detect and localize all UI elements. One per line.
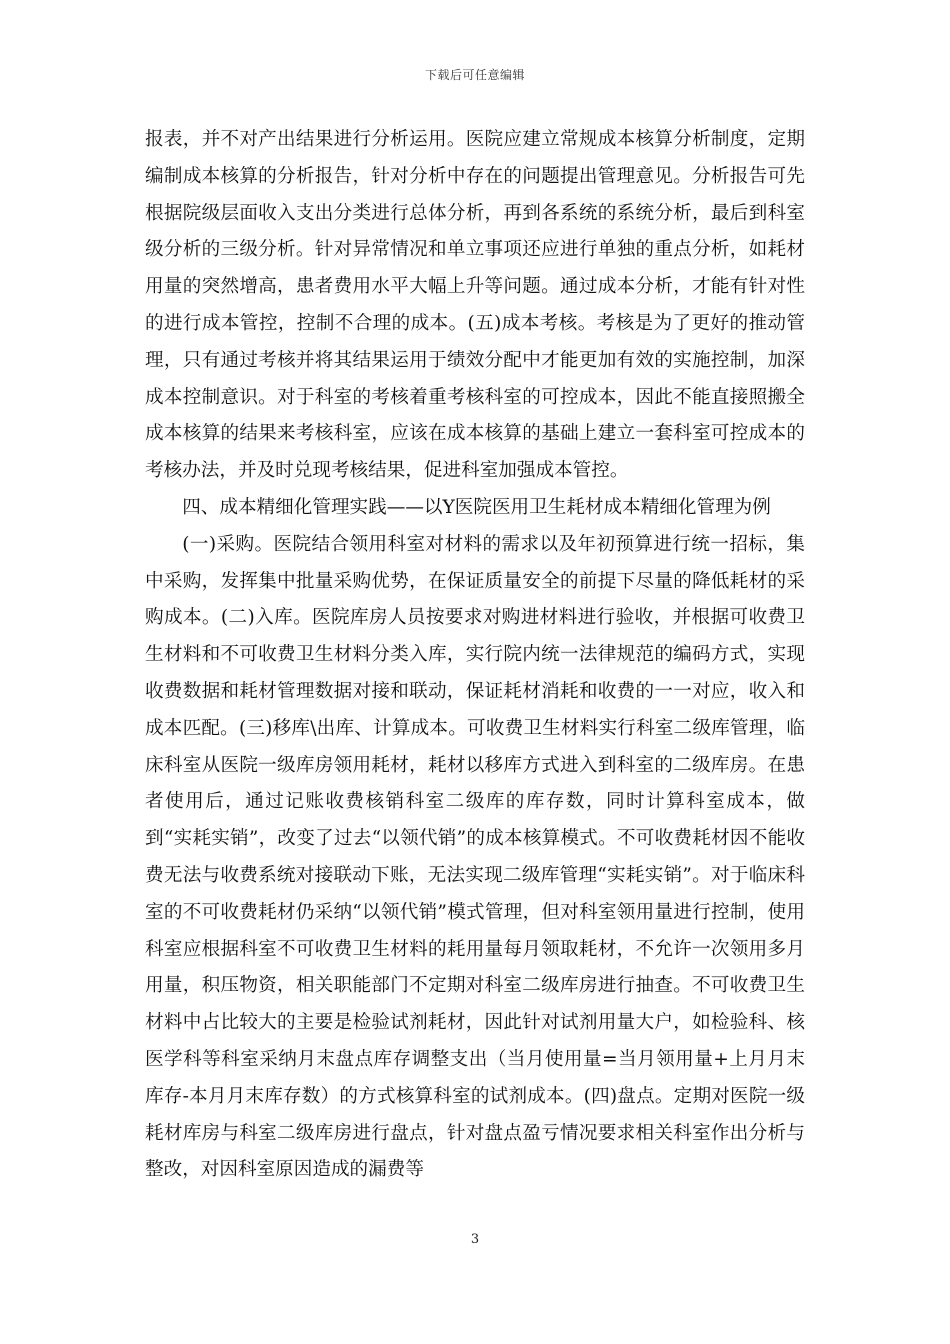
paragraph-cost-analysis: 报表，并不对产出结果进行分析运用。医院应建立常规成本核算分析制度，定期编制成本核算的分析报告，针对分析中存在的问题提出管理意见。分析报告可先根据院级层面收入支出分类进行总体分析，再到各系统的系统分析，最后到科室级分析的三级分析。针对异常情况和单立事项还应进行单独的重点分析，如耗材用量的突然增高，患者费用水平大幅上升等问题。通过成本分析，才能有针对性的进行成本管控，控制不合理的成本。(五)成本考核。考核是为了更好的推动管理，只有通过考核并将其结果运用于绩效分配中才能更加有效的实施控制，加深成本控制意识。对于科室的考核着重考核科室的可控成本，因此不能直接照搬全成本核算的结果来考核科室，应该在成本核算的基础上建立一套科室可控成本的考核办法，并及时兑现考核结果，促进科室加强成本管控。 <box>145 129 805 482</box>
paragraph-procurement: (一)采购。医院结合领用科室对材料的需求以及年初预算进行统一招标，集中采购，发挥集中批量采购优势，在保证质量安全的前提下尽量的降低耗材的采购成本。(二)入库。医院库房人员按要求对购进材料进行验收，并根据可收费卫生材料和不可收费卫生材料分类入库，实行院内统一法律规范的编码方式，实现收费数据和耗材管理数据对接和联动，保证耗材消耗和收费的一一对应，收入和成本匹配。(三)移库\出库、计算成本。可收费卫生材料实行科室二级库管理，临床科室从医院一级库房领用耗材，耗材以移库方式进入到科室的二级库房。在患者使用后，通过记账收费核销科室二级库的库存数，同时计算科室成本，做到“实耗实销”，改变了过去“以领代销”的成本核算模式。不可收费耗材因不能收费无法与收费系统对接联动下账，无法实现二级库管理“实耗实销”。对于临床科室的不可收费耗材仍采纳“以领代销”模式管理，但对科室领用量进行控制，使用科室应根据科室不可收费卫生材料的耗用量每月领取耗材，不允许一次领用多月用量，积压物资，相关职能部门不定期对科室二级库房进行抽查。不可收费卫生材料中占比较大的主要是检验试剂耗材，因此针对试剂用量大户，如检验科、核医学科等科室采纳月末盘点库存调整支出（当月使用量=当月领用量+上月月末库存-本月月末库存数）的方式核算科室的试剂成本。(四)盘点。定期对医院一级耗材库房与科室二级库房进行盘点，针对盘点盈亏情况要求相关科室作出分析与整改，对因科室原因造成的漏费等 <box>145 533 805 1181</box>
section-heading-practice: 四、成本精细化管理实践——以Y医院医用卫生耗材成本精细化管理为例 <box>182 496 771 518</box>
document-body <box>145 122 805 1189</box>
page-header: 下载后可任意编辑 <box>424 68 525 82</box>
page-number: 3 <box>470 1232 480 1247</box>
